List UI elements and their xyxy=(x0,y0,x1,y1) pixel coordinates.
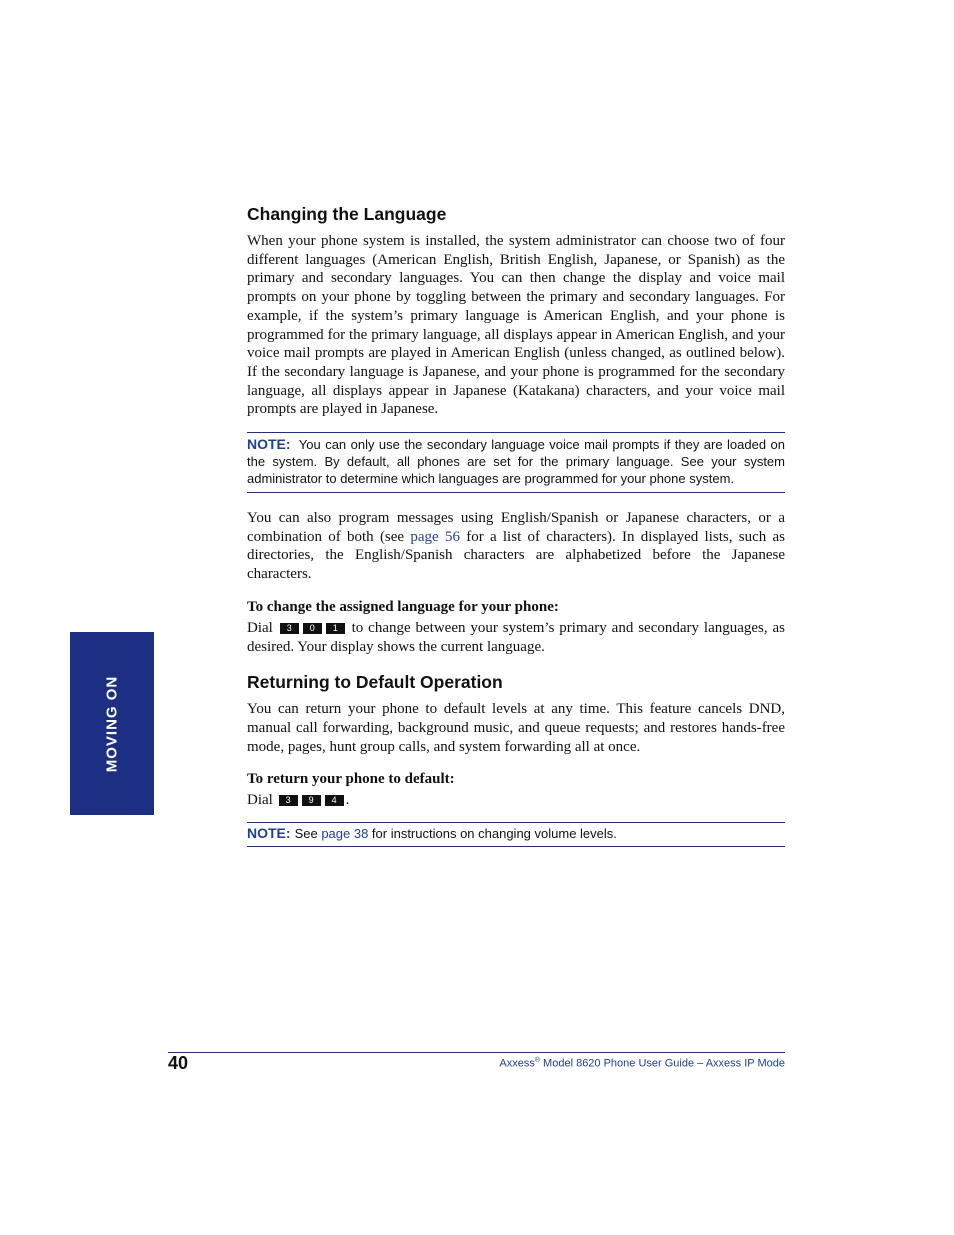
volume-note xyxy=(247,822,785,847)
default-operation-paragraph: You can return your phone to default levels at any time. This feature cancels DND, manual call forwarding, background music, and queue requests; and restores hands-free mode, pages, hunt group calls, and system forwarding all at once. xyxy=(247,701,785,755)
footer-brand: Axxess xyxy=(499,1057,535,1070)
note-text: You can only use the secondary language voice mail prompts if they are loaded on the system. By default, all phones are set for the primary language. See your system administrator to determine which languages are programmed for your phone system. xyxy=(247,437,785,487)
change-language-dial-paragraph xyxy=(247,619,785,656)
intro-paragraph: When your phone system is installed, the system administrator can choose two of four different languages (American English, British English, Japanese, or Spanish) as the primary and secondary languages. You can then change the display and voice mail prompts on your phone by toggling between the primary and secondary languages. For example, if the system’s primary language is American English, and your phone is programmed for the primary language, all displays appear in American English, and your voice mail prompts are played in American English (unless changed, as outlined below). If the secondary language is Japanese, and your phone is programmed for the secondary language, all displays appear in Japanese (Katakana) characters, and your voice mail prompts are played in Japanese. xyxy=(247,233,785,418)
footer-document-title xyxy=(499,1054,785,1071)
dial-key: 1 xyxy=(326,623,345,634)
dial-key: 0 xyxy=(303,623,322,634)
dial-key: 3 xyxy=(279,795,298,806)
dial-key: 4 xyxy=(325,795,344,806)
page-38-link[interactable]: page 38 xyxy=(321,826,369,842)
note-label: NOTE: xyxy=(247,436,291,453)
note-text-before: See xyxy=(294,826,322,842)
language-note xyxy=(247,432,785,493)
characters-text-before: You can also program messages using English/Spanish or Japanese characters, or a combination of both (see xyxy=(247,510,785,545)
section-heading-default-operation: Returning to Default Operation xyxy=(247,672,503,693)
registered-mark: ® xyxy=(534,1057,540,1064)
dial-label: Dial xyxy=(247,792,273,809)
page-content xyxy=(247,202,785,863)
dial-key: 3 xyxy=(280,623,299,634)
note-label: NOTE: xyxy=(247,825,291,842)
section-heading-changing-language: Changing the Language xyxy=(247,204,447,224)
section-side-tab xyxy=(70,632,154,815)
side-tab-label: MOVING ON xyxy=(103,675,121,772)
page-number: 40 xyxy=(168,1053,189,1073)
footer-divider xyxy=(168,1052,785,1053)
return-default-instruction-heading: To return your phone to default: xyxy=(247,771,455,788)
dial-key: 9 xyxy=(302,795,321,806)
dial-label: Dial xyxy=(247,619,273,636)
return-default-dial-paragraph xyxy=(247,791,785,810)
characters-text-after: for a list of characters). In displayed lists, such as directories, the English/Spanish characters are alphabetized before the Japanese characters. xyxy=(247,528,786,583)
page-56-link[interactable]: page 56 xyxy=(410,528,460,545)
dial-instruction-text: to change between your system’s primary and secondary languages, as desired. Your display shows the current language. xyxy=(247,619,786,655)
note-text-after: for instructions on changing volume levels. xyxy=(368,826,617,842)
change-language-instruction-heading: To change the assigned language for your phone: xyxy=(247,598,559,615)
dial-end-punctuation: . xyxy=(345,792,350,809)
footer-title-rest: Model 8620 Phone User Guide – Axxess IP Mode xyxy=(540,1057,785,1070)
characters-paragraph xyxy=(247,509,785,584)
